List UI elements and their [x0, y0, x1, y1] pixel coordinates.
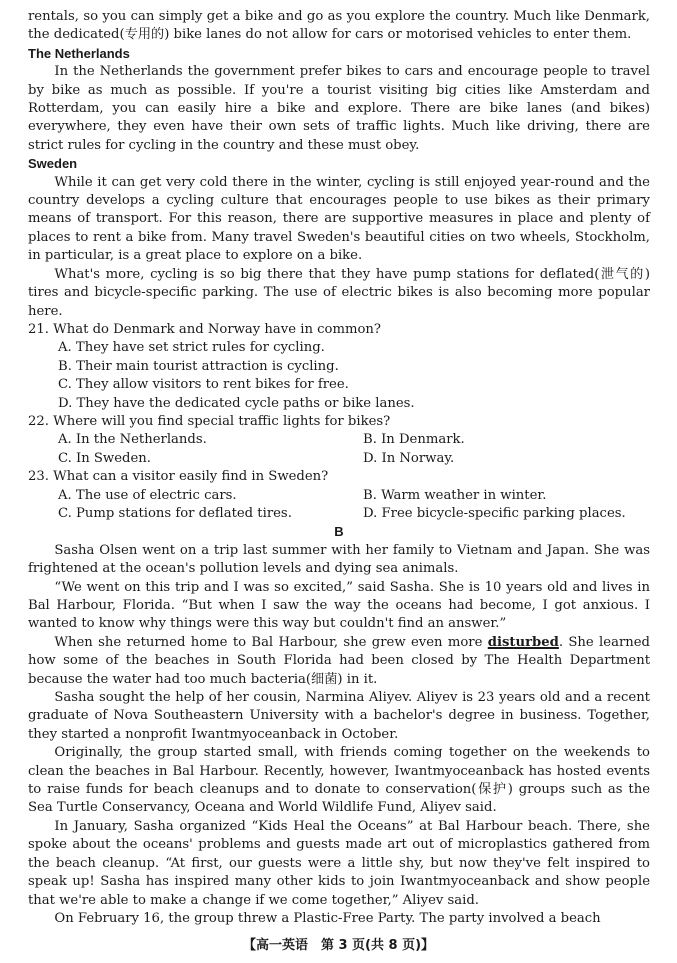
passage-b-paragraph-2: “We went on this trip and I was so excited,” said Sasha. She is 10 years old and lives in Bal Harbour, Florida. “But when I saw the way the oceans had become, I got anxious. I wanted to know why things were this way but couldn't find an answer.”	[28, 579, 650, 632]
question-23	[28, 468, 650, 523]
page-footer: 【高一英语 第 3 页(共 8 页)】	[242, 938, 435, 953]
question-22-option-b: B. In Denmark.	[363, 432, 465, 448]
sweden-paragraph-1: While it can get very cold there in the winter, cycling is still enjoyed year-round and the country develops a cycling culture that encourages people to use bikes as their primary means of transport. For this reason, there are supportive measures in place and plenty of places to rent a bike from. Many travel Sweden's beautiful cities on two wheels, Stockholm, in particular, is a great place to explore on a bike.	[28, 174, 650, 264]
document-page	[28, 8, 650, 928]
question-21-option-c: C. They allow visitors to rent bikes for free.	[58, 377, 349, 393]
question-21-option-b: B. Their main tourist attraction is cycling.	[58, 358, 339, 374]
question-22-option-d: D. In Norway.	[363, 450, 455, 466]
question-23-option-c: C. Pump stations for deflated tires.	[58, 505, 292, 521]
question-22-option-a: A. In the Netherlands.	[58, 432, 207, 448]
sweden-heading: Sweden	[28, 156, 78, 172]
question-23-option-b: B. Warm weather in winter.	[363, 487, 547, 503]
question-22	[28, 413, 650, 468]
continued-paragraph: rentals, so you can simply get a bike and go as you explore the country. Much like Denmark, the dedicated(专用的) bike lanes do not allow for cars or motorised vehicles to enter them.	[28, 9, 650, 43]
question-22-option-c: C. In Sweden.	[58, 450, 151, 466]
underlined-word-disturbed: disturbed	[487, 634, 559, 650]
passage-b-paragraph-5: Originally, the group started small, with friends coming together on the weekends to clean the beaches in Bal Harbour. Recently, however, Iwantmyoceanback has hosted events to raise funds for beach cleanups and to donate to conservation(保护) groups such as the Sea Turtle Conservancy, Oceana and World Wildlife Fund, Aliyev said.	[28, 745, 650, 816]
netherlands-heading: The Netherlands	[28, 45, 130, 61]
sweden-paragraph-2: What's more, cycling is so big there that they have pump stations for deflated(泄气的) tires and bicycle-specific parking. The use of electric bikes is also becoming more popular here.	[28, 266, 650, 319]
passage-b-paragraph-7: On February 16, the group threw a Plastic-Free Party. The party involved a beach	[54, 910, 601, 926]
question-23-stem: 23. What can a visitor easily find in Sweden?	[28, 469, 329, 485]
passage-b-paragraph-3	[28, 634, 650, 689]
question-23-option-d: D. Free bicycle-specific parking places.	[363, 505, 626, 521]
paragraph-3-text-before: When she returned home to Bal Harbour, she grew even more	[54, 634, 488, 650]
question-21-option-d: D. They have the dedicated cycle paths or bike lanes.	[58, 395, 415, 411]
section-b-label: B	[334, 524, 344, 540]
question-21-option-a: A. They have set strict rules for cycling.	[58, 340, 325, 356]
question-21	[28, 321, 650, 413]
question-23-option-a: A. The use of electric cars.	[58, 487, 237, 503]
netherlands-paragraph: In the Netherlands the government prefer bikes to cars and encourage people to travel by bike as much as possible. If you're a tourist visiting big cities like Amsterdam and Rotterdam, you can easily hire a bike and explore. There are bike lanes (and bikes) everywhere, they even have their own sets of traffic lights. Much like driving, there are strict rules for cycling in the country and these must obey.	[28, 64, 650, 153]
question-22-stem: 22. Where will you find special traffic lights for bikes?	[28, 413, 391, 429]
passage-b-paragraph-1: Sasha Olsen went on a trip last summer with her family to Vietnam and Japan. She was frightened at the ocean's pollution levels and dying sea animals.	[28, 542, 650, 577]
passage-b-paragraph-6: In January, Sasha organized “Kids Heal the Oceans” at Bal Harbour beach. There, she spoke about the oceans' problems and guests made art out of microplastics gathered from the beach cleanup. “At first, our guests were a little shy, but now they've felt inspired to speak up! Sasha has inspired many other kids to join Iwantmyoceanback and show people that we're able to make a change if we come together,” Aliyev said.	[28, 818, 650, 908]
passage-b-paragraph-4: Sasha sought the help of her cousin, Narmina Aliyev. Aliyev is 23 years old and a recent graduate of Nova Southeastern University with a bachelor's degree in business. Together, they started a nonprofit Iwantmyoceanback in October.	[28, 690, 650, 742]
paragraph-3-text-after: . She learned how some of the beaches in South Florida had been closed by The Health Department because the water had too much bacteria(细菌) in it.	[28, 634, 650, 687]
question-21-stem: 21. What do Denmark and Norway have in common?	[28, 321, 381, 337]
